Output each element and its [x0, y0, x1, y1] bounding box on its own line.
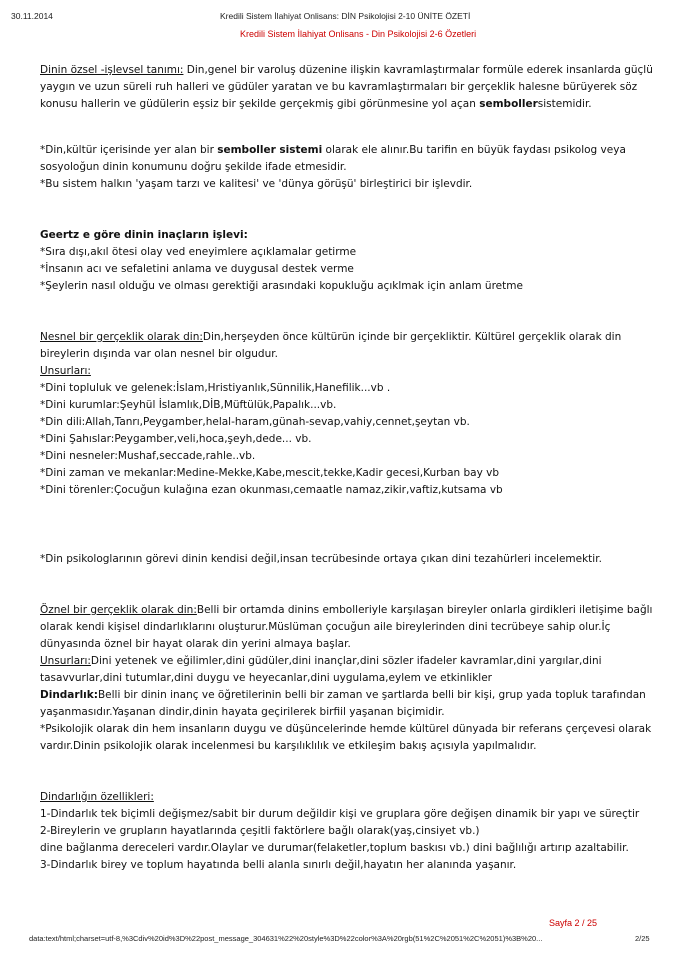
- list-item: *Dini zaman ve mekanlar:Medine-Mekke,Kabe,mescit,tekke,Kadir gecesi,Kurban bay vb: [40, 467, 500, 479]
- bold-term: semboller sistemi: [217, 144, 323, 156]
- bold-term: semboller: [479, 98, 538, 110]
- section-heading: Geertz e göre dinin inaçların işlevi:: [40, 229, 248, 241]
- section-geertz: [40, 227, 655, 295]
- sub-heading: Unsurları:: [40, 655, 91, 667]
- section-heading: Öznel bir gerçeklik olarak din:: [40, 604, 197, 616]
- section-heading: Dinin özsel -işlevsel tanımı:: [40, 64, 184, 76]
- list-item: *Sıra dışı,akıl ötesi olay ved eneyimlere açıklamalar getirme: [40, 246, 357, 258]
- section-semboller: [40, 142, 655, 193]
- section-oznel: [40, 602, 655, 755]
- list-item: *Dini topluluk ve gelenek:İslam,Hristiyanlık,Sünnilik,Hanefilik...vb .: [40, 382, 391, 394]
- document-body: [40, 62, 655, 874]
- sub-heading: Unsurları:: [40, 365, 91, 377]
- paragraph: *Bu sistem halkın 'yaşam tarzı ve kalitesi' ve 'dünya görüşü' birleştirici bir işlevdir.: [40, 178, 473, 190]
- list-item: *Dini kurumlar:Şeyhül İslamlık,DİB,Müftülük,Papalık...vb.: [40, 399, 337, 411]
- print-title: Kredili Sistem İlahiyat Onlisans: DİN Psikolojisi 2-10 ÜNİTE ÖZETİ: [220, 11, 471, 21]
- print-url: data:text/html;charset=utf-8,%3Cdiv%20id%3D%22post_message_304631%22%20style%3D%22color%3A%20rgb(51%2C%2051%2C%2051)%3B%20...: [29, 934, 543, 943]
- paragraph: Unsurları:Dini yetenek ve eğilimler,dini güdüler,dini inançlar,dini sözler ifadeler kavramlar,dini yargılar,dini tasavvurlar,dini tutumlar,dini duygu ve heyecanlar,dini uygulama,eylem ve etkinlikler: [40, 655, 602, 684]
- paragraph: 1-Dindarlık tek biçimli değişmez/sabit bir durum değildir kişi ve gruplara göre değişen dinamik bir yapı ve süreçtir: [40, 808, 640, 820]
- paragraph: 2-Bireylerin ve grupların hayatlarında çeşitli faktörlere bağlı olarak(yaş,cinsiyet vb.): [40, 825, 480, 837]
- paragraph: Öznel bir gerçeklik olarak din:Belli bir ortamda dinins embolleriyle karşılaşan bireyler onlarla girdikleri iletişime bağlı olarak kendi kişisel dindarlıklarını oluşturur.Müslüman çocuğun aile bireylerinden dini tecrübeye sahip olur.İç dünyasında öznel bir hayat olarak din yerini almaya başlar.: [40, 604, 653, 650]
- paragraph: *Din,kültür içerisinde yer alan bir semboller sistemi olarak ele alınır.Bu tarifin en büyük faydası psikolog veya sosyoloğun dinin konumunu doğru şekilde ifade etmesidir.: [40, 144, 626, 173]
- paragraph: 3-Dindarlık birey ve toplum hayatında belli alanla sınırlı değil,hayatın her alanında yaşanır.: [40, 859, 517, 871]
- section-heading: Nesnel bir gerçeklik olarak din:: [40, 331, 203, 343]
- list-item: *Şeylerin nasıl olduğu ve olması gerektiği arasındaki kopukluğu açıklmak için anlam üretme: [40, 280, 523, 292]
- section-text: sistemidir.: [537, 98, 592, 110]
- page-number: Sayfa 2 / 25: [549, 918, 598, 928]
- paragraph: dine bağlanma dereceleri vardır.Olaylar ve durumar(felaketler,toplum baskısı vb.) dini bağlılığı artırıp azaltabilir.: [40, 842, 629, 854]
- paragraph: *Psikolojik olarak din hem insanların duygu ve düşüncelerinde hemde kültürel dünyada bir referans çerçevesi olarak vardır.Dinin psikolojik olarak incelenmesi bu karşılıklılık ve etkileşim bakış açısıyla yapılmalıdır.: [40, 723, 652, 752]
- section-heading: Dindarlığın özellikleri:: [40, 791, 154, 803]
- section-dindarlik: [40, 789, 655, 874]
- print-date: 30.11.2014: [11, 11, 53, 21]
- list-item: *Dini nesneler:Mushaf,seccade,rahle..vb.: [40, 450, 256, 462]
- paragraph: Dindarlık:Belli bir dinin inanç ve öğretilerinin belli bir zaman ve şartlarda belli bir kişi, grup yada topluk tarafından yaşanmasıdır.Yaşanan dindir,dinin hayata geçirilerek birfiil yaşanan biçimidir.: [40, 689, 646, 718]
- section-ozsel-islevsel: [40, 62, 655, 113]
- bold-term: Dindarlık:: [40, 689, 98, 701]
- list-item: *Dini Şahıslar:Peygamber,veli,hoca,şeyh,dede... vb.: [40, 433, 312, 445]
- paragraph-psikolog-gorevi: *Din psikologlarının görevi dinin kendisi değil,insan tecrübesinde ortaya çıkan dini tezahürleri incelemektir.: [40, 553, 602, 565]
- list-item: *Dini törenler:Çocuğun kulağına ezan okunması,cemaatle namaz,zikir,vaftiz,kutsama vb: [40, 484, 503, 496]
- section-text: Din,genel bir varoluş düzenine ilişkin kavramlaştırmalar formüle ederek insanlarda güçlü yaygın ve uzun süreli ruh halleri ve güdüler yaratan ve bu kavramlaştırmaları bir gerçeklik halesne bürüyerek söz konusu hallerin ve güdülerin eşsiz bir şekilde gerçekmiş gibi görünmesine yol açan: [40, 64, 653, 110]
- paragraph: Nesnel bir gerçeklik olarak din:Din,herşeyden önce kültürün içinde bir gerçekliktir. Kültürel gerçeklik olarak din bireylerin dışında var olan nesnel bir olgudur.: [40, 331, 622, 360]
- list-item: *Din dili:Allah,Tanrı,Peygamber,helal-haram,günah-sevap,vahiy,cennet,şeytan vb.: [40, 416, 470, 428]
- list-item: *İnsanın acı ve sefaletini anlama ve duygusal destek verme: [40, 263, 354, 275]
- section-nesnel: [40, 329, 655, 499]
- print-page-count: 2/25: [635, 934, 650, 943]
- document-subtitle: Kredili Sistem İlahiyat Onlisans - Din Psikolojisi 2-6 Özetleri: [240, 29, 477, 39]
